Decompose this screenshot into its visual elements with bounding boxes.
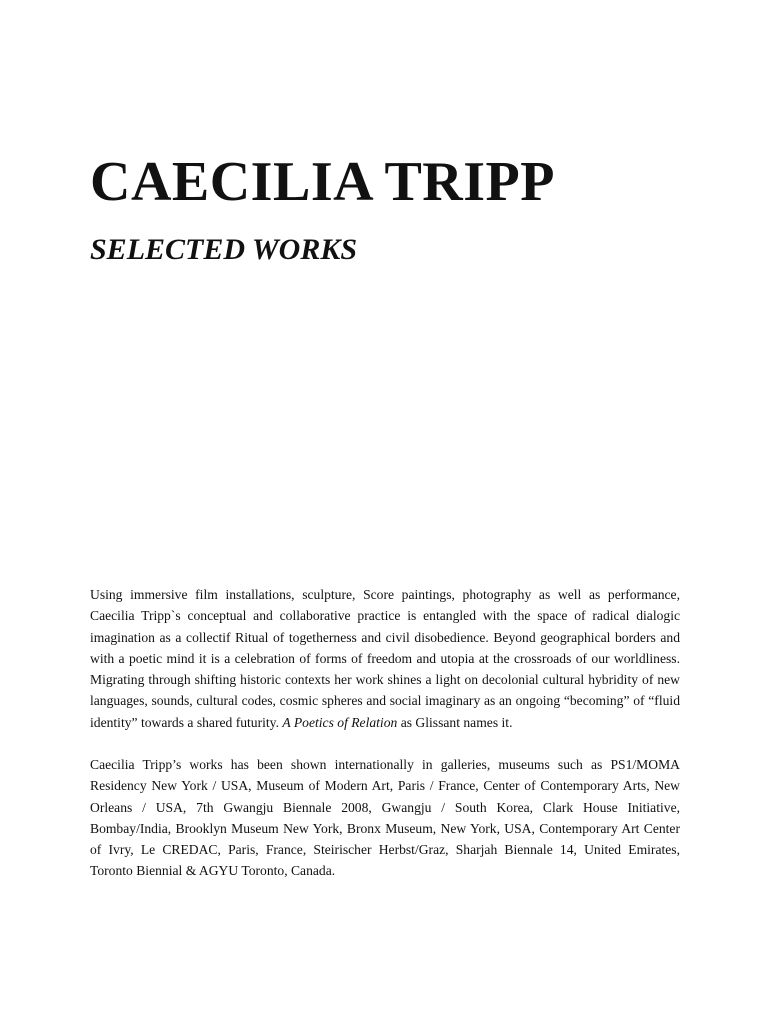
page-subtitle: SELECTED WORKS (90, 233, 358, 266)
exhibition-history-paragraph: Caecilia Tripp’s works has been shown internationally in galleries, museums such as PS1/MOMA Residency New York / USA, Museum of Modern Art, Paris / France, Center of Contemporary Arts, New Orleans / USA, 7th Gwangju Biennale 2008, Gwangju / South Korea, Clark House Initiative, Bombay/India, Brooklyn Museum New York, Bronx Museum, New York, USA, Contemporary Art Center of Ivry, Le CREDAC, Paris, France, Steirischer Herbst/Graz, Sharjah Biennale 14, United Emirates, Toronto Biennial & AGYU Toronto, Canada. (90, 757, 680, 879)
statement-emphasis: A Poetics of Relation (282, 714, 398, 730)
statement-text: Using immersive film installations, sculpture, Score paintings, photography as well as performance, Caecilia Tripp`s conceptual and collaborative practice is entangled with the space of radical dialogic imagination as a collectif Ritual of togetherness and civil disobedience. Beyond geographical borders and with a poetic mind it is a celebration of forms of freedom and utopia at the crossroads of our worldliness. Migrating through shifting historic contexts her work shines a light on decolonial cultural hybridity of new languages, sounds, cultural codes, cosmic spheres and social imaginary as an ongoing “becoming” of “fluid identity” towards a shared futurity. (90, 587, 680, 730)
artist-statement-paragraph (90, 584, 680, 733)
page-title: CAECILIA TRIPP (90, 151, 555, 213)
statement-text-end: as Glissant names it. (397, 714, 513, 730)
